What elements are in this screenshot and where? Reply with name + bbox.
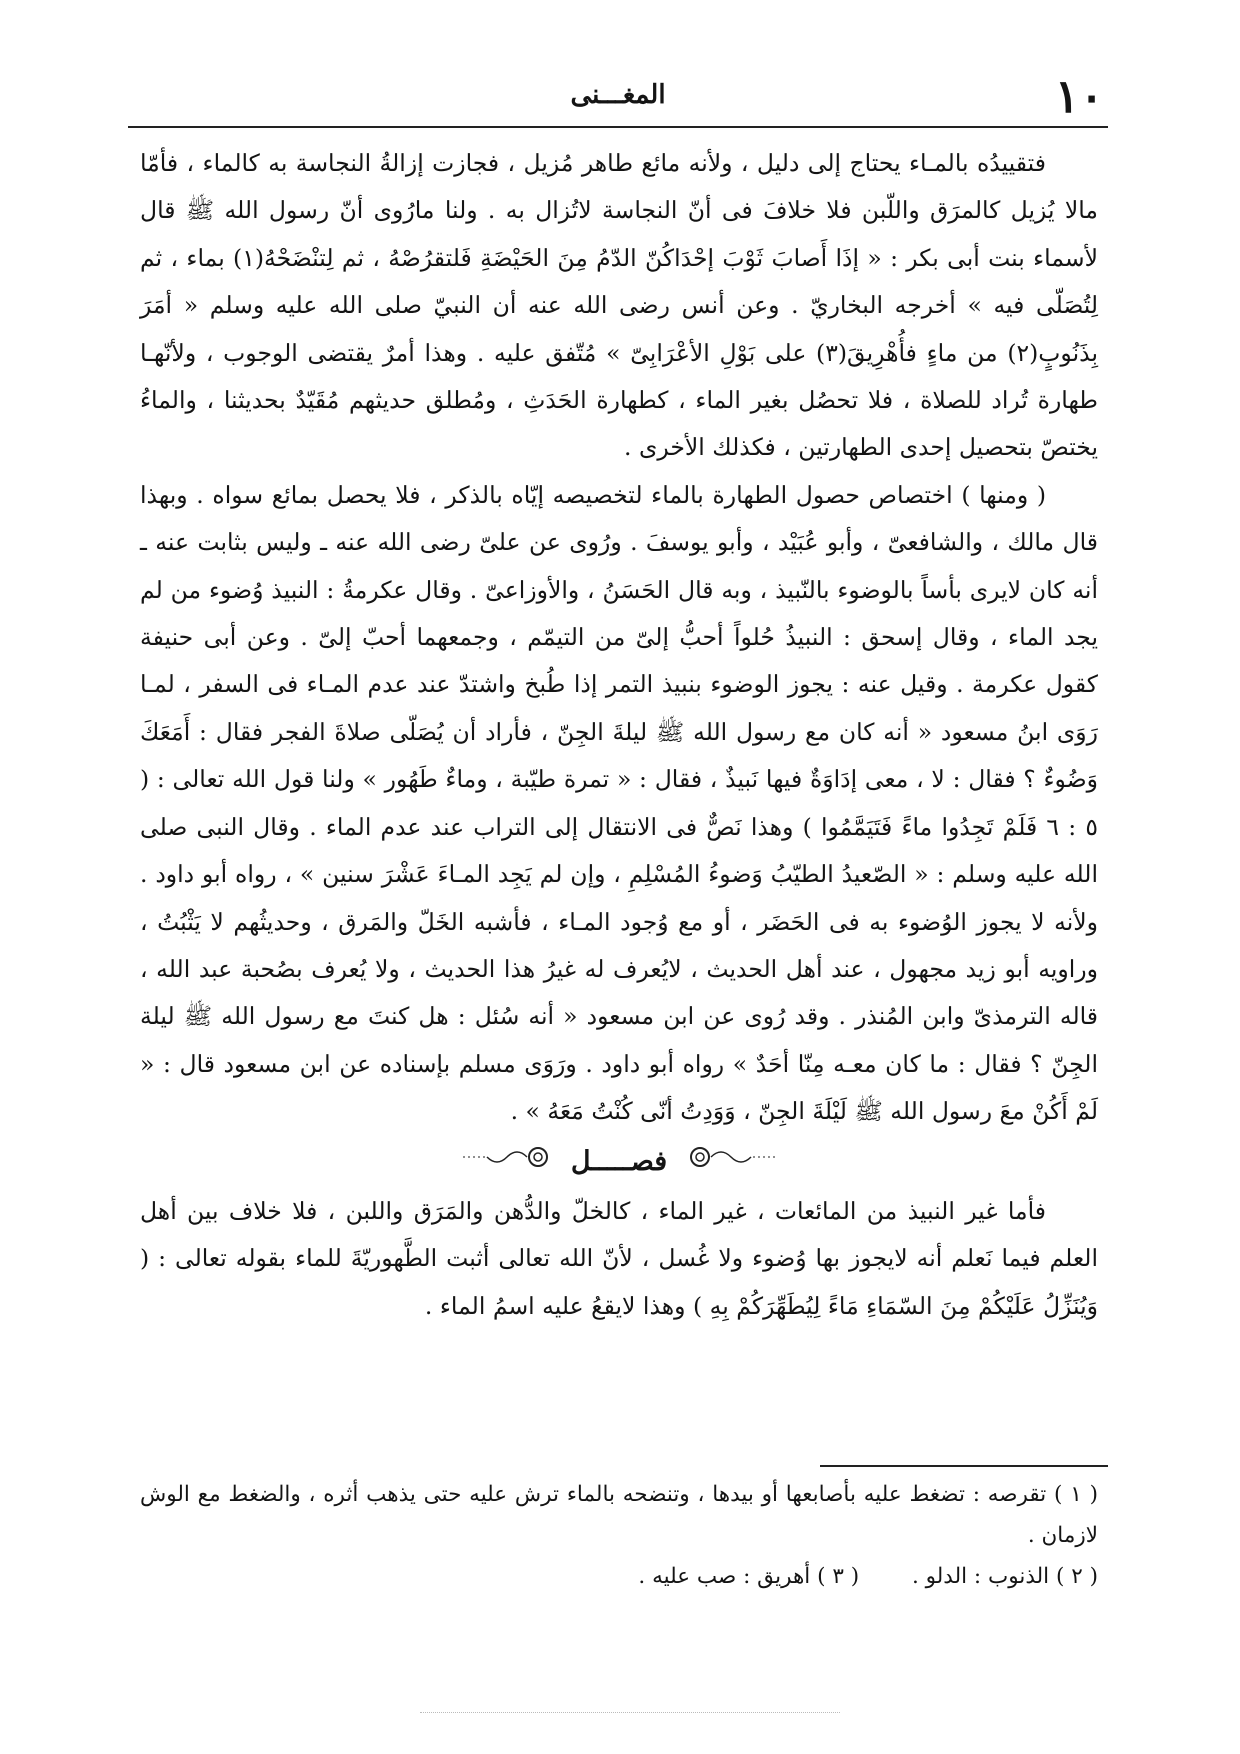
paragraph-3: فأما غير النبيذ من المائعات ، غير الماء ، كالخلّ والدُّهن والمَرَق واللبن ، فلا خلاف بين أهل العلم فيما نَعلم أنه لايجوز بها وُضوء ولا غُسل ، لأنّ الله تعالى أثبت الطَّهوريّةَ للماء بقوله تعالى : ( وَيُنَزِّلُ عَلَيْكُمْ مِنَ السّمَاءِ مَاءً لِيُطَهِّرَكُمْ بِهِ ) وهذا لايقعُ عليه اسمُ الماء . xyxy=(140,1196,1098,1320)
section-heading-text: فصـــــل xyxy=(570,1145,668,1177)
main-text xyxy=(140,140,1098,1330)
paragraph-2: ( ومنها ) اختصاص حصول الطهارة بالماء لتخصيصه إيّاه بالذكر ، فلا يحصل بمائع سواه . وبهذا قال مالك ، والشافعىّ ، وأبو عُبَيْد ، وأبو يوسفَ . ورُوى عن علىّ رضى الله عنه ـ وليس بثابت عنه ـ أنه كان لايرى بأساً بالوضوء بالنّبيذ ، وبه قال الحَسَنُ ، والأوزاعىّ . وقال عكرمةُ : النبيذ وُضوء من لم يجد الماء ، وقال إسحق : النبيذُ حُلواً أحبُّ إلىّ من التيمّم ، وجمعهما أحبّ إلىّ . وعن أبى حنيفة كقول عكرمة . وقيل عنه : يجوز الوضوء بنبيذ التمر إذا طُبخ واشتدّ عند عدم المـاء فى السفر ، لمـا رَوَى ابنُ مسعود « أنه كان مع رسول الله ﷺ ليلةَ الجِنّ ، فأراد أن يُصَلّى صلاةَ الفجر فقال : أَمَعَكَ وَضُوءٌ ؟ فقال : لا ، معى إدَاوَةٌ فيها نَبيذٌ ، فقال : « تمرة طيّبة ، وماءٌ طَهُور » ولنا قول الله تعالى : ( ٥ : ٦ فَلَمْ تَجِدُوا ماءً فَتَيَمَّمُوا ) وهذا نَصٌّ فى الانتقال إلى التراب عند عدم الماء . وقال النبى صلى الله عليه وسلم : « الصّعيدُ الطيّبُ وَضوءُ المُسْلِمِ ، وإن لم يَجِد المـاءَ عَشْرَ سنين » ، رواه أبو داود . ولأنه لا يجوز الوُضوء به فى الحَضَر ، أو مع وُجود المـاء ، فأشبه الخَلّ والمَرق ، وحديثُهم لا يَثْبُتُ ، وراويه أبو زيد مجهول ، عند أهل الحديث ، لايُعرف له غيرُ هذا الحديث ، ولا يُعرف بصُحبة عبد الله ، قاله الترمذىّ وابن المُنذر . وقد رُوى عن ابن مسعود « أنه سُئل : هل كنتَ مع رسول الله ﷺ ليلة الجِنّ ؟ فقال : ما كان معـه مِنّا أحَدٌ » رواه أبو داود . ورَوَى مسلم بإسناده عن ابن مسعود قال : « لَمْ أَكُنْ معَ رسول الله ﷺ لَيْلَةَ الجِنّ ، وَوَدِتُ أنّى كُنْتُ مَعَهُ » . xyxy=(140,480,1098,1126)
page-number: ١٠ xyxy=(1054,69,1104,123)
footnote-2: ( ٢ ) الذنوب : الدلو . xyxy=(911,1564,1098,1589)
ornament-left-icon xyxy=(461,1138,551,1185)
section-heading xyxy=(140,1138,1098,1186)
paragraph-1: فتقييدُه بالمـاء يحتاج إلى دليل ، ولأنه مائع طاهر مُزيل ، فجازت إزالةُ النجاسة به كالماء ، فأمّا مالا يُزيل كالمرَق واللّبن فلا خلافَ فى أنّ النجاسة لاتُزال به . ولنا مارُوى أنّ رسول الله ﷺ قال لأسماء بنت أبى بكر : « إذَا أَصابَ ثَوْبَ إحْدَاكُنّ الدّمُ مِنَ الحَيْضَةِ فَلتقرُصْهُ ، ثم لِتنْضَحْهُ(١) بماء ، ثم لِتُصَلّى فيه » أخرجه البخاريّ . وعن أنس رضى الله عنه أن النبيّ صلى الله عليه وسلم « أمَرَ بِذَنُوبٍ(٢) من ماءٍ فأُهْرِيقَ(٣) على بَوْلِ الأعْرَابِىّ » مُتّفق عليه . وهذا أمرٌ يقتضى الوجوب ، ولأنّهـا طهارة تُراد للصلاة ، فلا تحصُل بغير الماء ، كطهارة الحَدَثِ ، ومُطلق حديثهم مُقَيّدٌ بحديثنا ، والماءُ يختصّ بتحصيل إحدى الطهارتين ، فكذلك الأخرى . xyxy=(140,149,1098,462)
footnote-3: ( ٣ ) أهريق : صب عليه . xyxy=(638,1564,860,1589)
footnote-1: ( ١ ) تقرصه : تضغط عليه بأصابعها أو بيدها ، وتنضحه بالماء ترش عليه حتى يذهب أثره ، والضغط مع الوش لازمان . xyxy=(140,1482,1098,1548)
running-title: المغـــنى xyxy=(570,80,666,110)
footnote-row xyxy=(140,1556,1098,1597)
header-divider xyxy=(128,126,1108,128)
footnote-divider xyxy=(820,1465,1108,1467)
footnotes xyxy=(140,1474,1098,1597)
scan-artifact xyxy=(420,1712,840,1713)
page-header xyxy=(128,70,1108,122)
ornament-right-icon xyxy=(687,1138,777,1185)
